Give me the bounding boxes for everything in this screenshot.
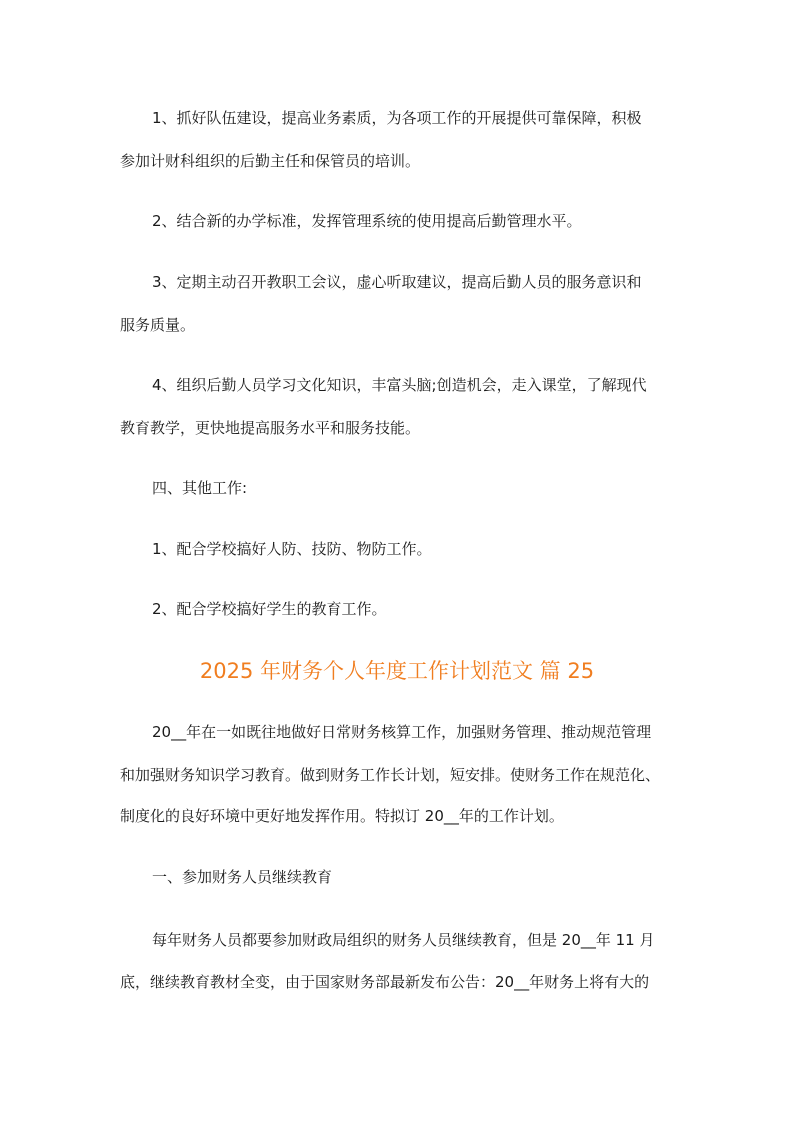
section-heading: 一、参加财务人员继续教育 xyxy=(152,868,333,886)
section-heading: 四、其他工作: xyxy=(152,479,248,497)
list-item: 2、配合学校搞好学生的教育工作。 xyxy=(152,600,387,618)
paragraph-line: 教育教学，更快地提高服务水平和服务技能。 xyxy=(120,419,421,437)
paragraph-line: 服务质量。 xyxy=(120,316,196,334)
paragraph-line: 3、定期主动召开教职工会议，虚心听取建议，提高后勤人员的服务意识和 xyxy=(152,273,642,291)
paragraph-line: 4、组织后勤人员学习文化知识，丰富头脑;创造机会，走入课堂，了解现代 xyxy=(152,376,647,394)
article-title: 2025 年财务个人年度工作计划范文 篇 25 xyxy=(199,659,595,683)
paragraph-line: 参加计财科组织的后勤主任和保管员的培训。 xyxy=(120,152,421,170)
paragraph-line: 每年财务人员都要参加财政局组织的财务人员继续教育，但是 20__年 11 月 xyxy=(152,931,655,949)
paragraph-line: 1、抓好队伍建设，提高业务素质，为各项工作的开展提供可靠保障，积极 xyxy=(152,109,642,127)
paragraph-line: 和加强财务知识学习教育。做到财务工作长计划，短安排。使财务工作在规范化、 xyxy=(120,766,661,784)
paragraph-line: 20__年在一如既往地做好日常财务核算工作，加强财务管理、推动规范管理 xyxy=(152,723,652,741)
paragraph-line: 制度化的良好环境中更好地发挥作用。特拟订 20__年的工作计划。 xyxy=(120,807,564,825)
list-item: 1、配合学校搞好人防、技防、物防工作。 xyxy=(152,540,432,558)
paragraph-line: 2、结合新的办学标准，发挥管理系统的使用提高后勤管理水平。 xyxy=(152,212,582,230)
paragraph-line: 底，继续教育教材全变，由于国家财务部最新发布公告：20__年财务上将有大的 xyxy=(120,973,650,991)
